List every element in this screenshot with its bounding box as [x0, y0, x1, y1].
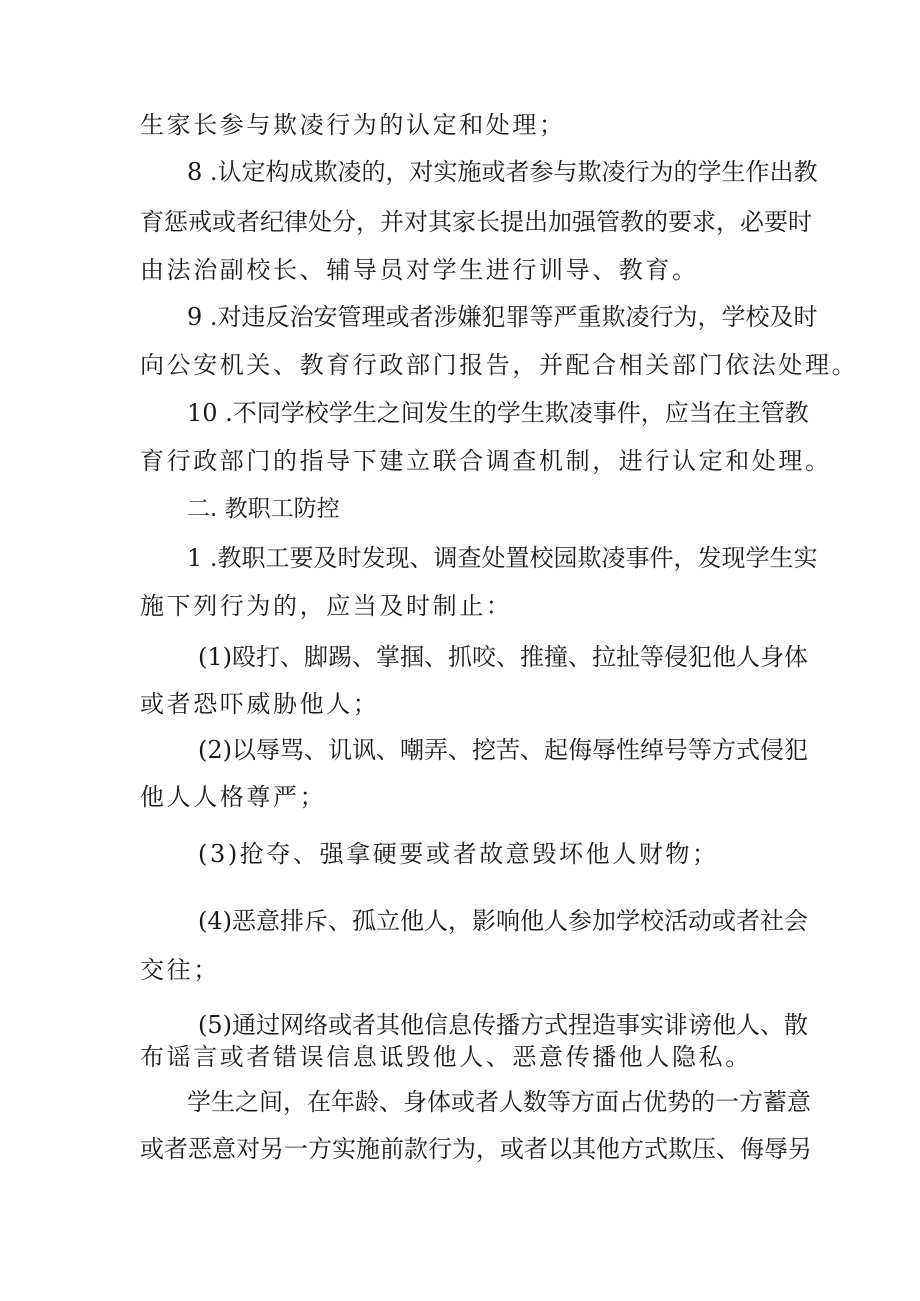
list-item-10-line: 10 .不同学校学生之间发生的学生欺凌事件，应当在主管教 [187, 399, 809, 427]
paragraph-line: 或者恶意对另一方实施前款行为，或者以其他方式欺压、侮辱另 [140, 1135, 812, 1163]
list-item-8-line: 由法治副校长、辅导员对学生进行训导、教育。 [140, 256, 699, 284]
list-item-9-line: 9 .对违反治安管理或者涉嫌犯罪等严重欺凌行为，学校及时 [187, 303, 818, 331]
sub-item-2-line: 他人人格尊严； [140, 783, 327, 811]
sub-item-1-line: 或者恐吓威胁他人； [140, 690, 380, 718]
paragraph-line: 学生之间，在年龄、身体或者人数等方面占优势的一方蓄意 [187, 1088, 811, 1116]
sub-item-4-line: 交往； [140, 956, 220, 984]
sub-item-5-line: 布谣言或者错误信息诋毁他人、恶意传播他人隐私。 [140, 1043, 752, 1071]
list-item-1-line: 施下列行为的，应当及时制止： [140, 592, 513, 620]
sub-item-1-line: (1)殴打、脚踢、掌掴、抓咬、推撞、拉扯等侵犯他人身体 [198, 643, 808, 671]
list-item-10-line: 育行政部门的指导下建立联合调查机制，进行认定和处理。 [140, 447, 832, 475]
sub-item-5-line: (5)通过网络或者其他信息传播方式捏造事实诽谤他人、散 [198, 1011, 808, 1039]
sub-item-4-line: (4)恶意排斥、孤立他人，影响他人参加学校活动或者社会 [198, 907, 808, 935]
sub-item-2-line: (2)以辱骂、讥讽、嘲弄、挖苦、起侮辱性绰号等方式侵犯 [198, 736, 808, 764]
paragraph-line: 生家长参与欺凌行为的认定和处理； [140, 111, 566, 139]
list-item-8-line: 育惩戒或者纪律处分，并对其家长提出加强管教的要求，必要时 [140, 208, 812, 236]
sub-item-3-line: (3)抢夺、强拿硬要或者故意毁坏他人财物； [198, 840, 719, 868]
list-item-8-line: 8 .认定构成欺凌的，对实施或者参与欺凌行为的学生作出教 [187, 158, 818, 186]
list-item-1-line: 1 .教职工要及时发现、调查处置校园欺凌事件，发现学生实 [187, 544, 818, 572]
section-heading: 二. 教职工防控 [187, 496, 340, 522]
list-item-9-line: 向公安机关、教育行政部门报告，并配合相关部门依法处理。 [140, 351, 859, 379]
